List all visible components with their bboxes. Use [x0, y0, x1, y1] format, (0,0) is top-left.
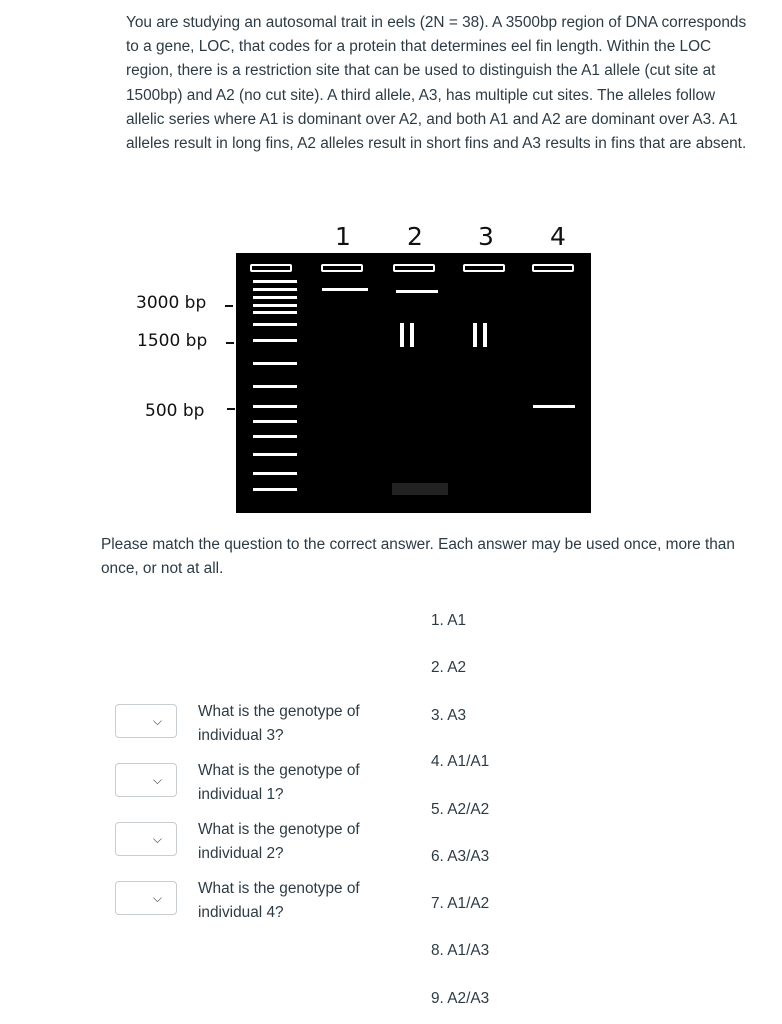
answer-item: 2. A2: [431, 659, 467, 676]
lane-number-4: 4: [550, 222, 566, 251]
well-ladder: [250, 264, 292, 272]
size-label-3000: 3000 bp: [136, 293, 207, 313]
answer-item: 4. A1/A1: [431, 753, 490, 770]
problem-statement: You are studying an autosomal trait in eels (2N = 38). A 3500bp region of DNA corresponds to a gene, LOC, that codes for a protein that determines eel fin length. Within the LOC region, there is a restriction site that can be used to distinguish the A1 allele (cut site at 1500bp) and A2 (no cut site). A third allele, A3, has multiple cut sites. The alleles follow allelic series where A1 is dominant over A2, and both A1 and A2 are dominant over A3. A1 alleles result in long fins, A2 alleles result in short fins and A3 results in fins that are absent.: [126, 14, 747, 153]
lane-number-2: 2: [407, 222, 423, 251]
dye-front: [392, 483, 448, 495]
ladder-band: [253, 339, 297, 342]
well-lane-3: [463, 264, 505, 272]
chevron-down-icon: ⌵: [152, 773, 162, 787]
ladder-band: [253, 296, 297, 299]
lane-3-band-2000: [473, 323, 477, 347]
answer-item: 1. A1: [431, 612, 467, 629]
size-label-500: 500 bp: [145, 401, 205, 421]
ladder-band: [253, 472, 297, 475]
answer-item: 9. A2/A3: [431, 990, 490, 1007]
answer-select-individual-4[interactable]: [115, 881, 177, 915]
size-tick-3000: [225, 305, 233, 307]
ladder-band: [253, 453, 297, 456]
answer-item: 3. A3: [431, 707, 467, 724]
ladder-band: [253, 488, 297, 491]
question-text: What is the genotype of individual 1?: [198, 762, 360, 803]
size-label-1500: 1500 bp: [137, 331, 208, 351]
lane-2-band-3500: [396, 290, 438, 293]
ladder-band: [253, 288, 297, 291]
gel-figure: [0, 220, 782, 520]
well-lane-1: [321, 264, 363, 272]
lane-3-band-1500: [483, 323, 487, 347]
answer-select-individual-2[interactable]: [115, 822, 177, 856]
lane-1-band-3500: [322, 288, 368, 291]
ladder-band: [253, 435, 297, 438]
lane-number-1: 1: [335, 222, 351, 251]
chevron-down-icon: ⌵: [152, 891, 162, 905]
ladder-band: [253, 311, 297, 314]
ladder-band: [253, 362, 297, 365]
answer-select-individual-3[interactable]: [115, 704, 177, 738]
ladder-band: [253, 420, 297, 423]
question-text: What is the genotype of individual 4?: [198, 880, 360, 921]
size-tick-500: [227, 408, 235, 410]
answer-select-individual-1[interactable]: [115, 763, 177, 797]
lane-4-band-500: [533, 405, 575, 408]
ladder-band: [253, 405, 297, 408]
answer-item: 5. A2/A2: [431, 801, 490, 818]
answer-item: 7. A1/A2: [431, 895, 490, 912]
lane-number-3: 3: [478, 222, 494, 251]
well-lane-2: [393, 264, 435, 272]
chevron-down-icon: ⌵: [152, 832, 162, 846]
well-lane-4: [532, 264, 574, 272]
lane-2-band-2000: [400, 323, 404, 347]
ladder-band: [253, 385, 297, 388]
ladder-band: [253, 323, 297, 326]
ladder-band: [253, 280, 297, 283]
lane-2-band-1500: [410, 323, 414, 347]
answer-item: 8. A1/A3: [431, 942, 490, 959]
size-tick-1500: [226, 342, 234, 344]
chevron-down-icon: ⌵: [152, 714, 162, 728]
gel-image: [236, 253, 591, 513]
answer-item: 6. A3/A3: [431, 848, 490, 865]
question-text: What is the genotype of individual 3?: [198, 703, 360, 744]
instructions: Please match the question to the correct answer. Each answer may be used once, more than once, or not at all.: [101, 536, 735, 577]
ladder-band: [253, 304, 297, 307]
question-text: What is the genotype of individual 2?: [198, 821, 360, 862]
